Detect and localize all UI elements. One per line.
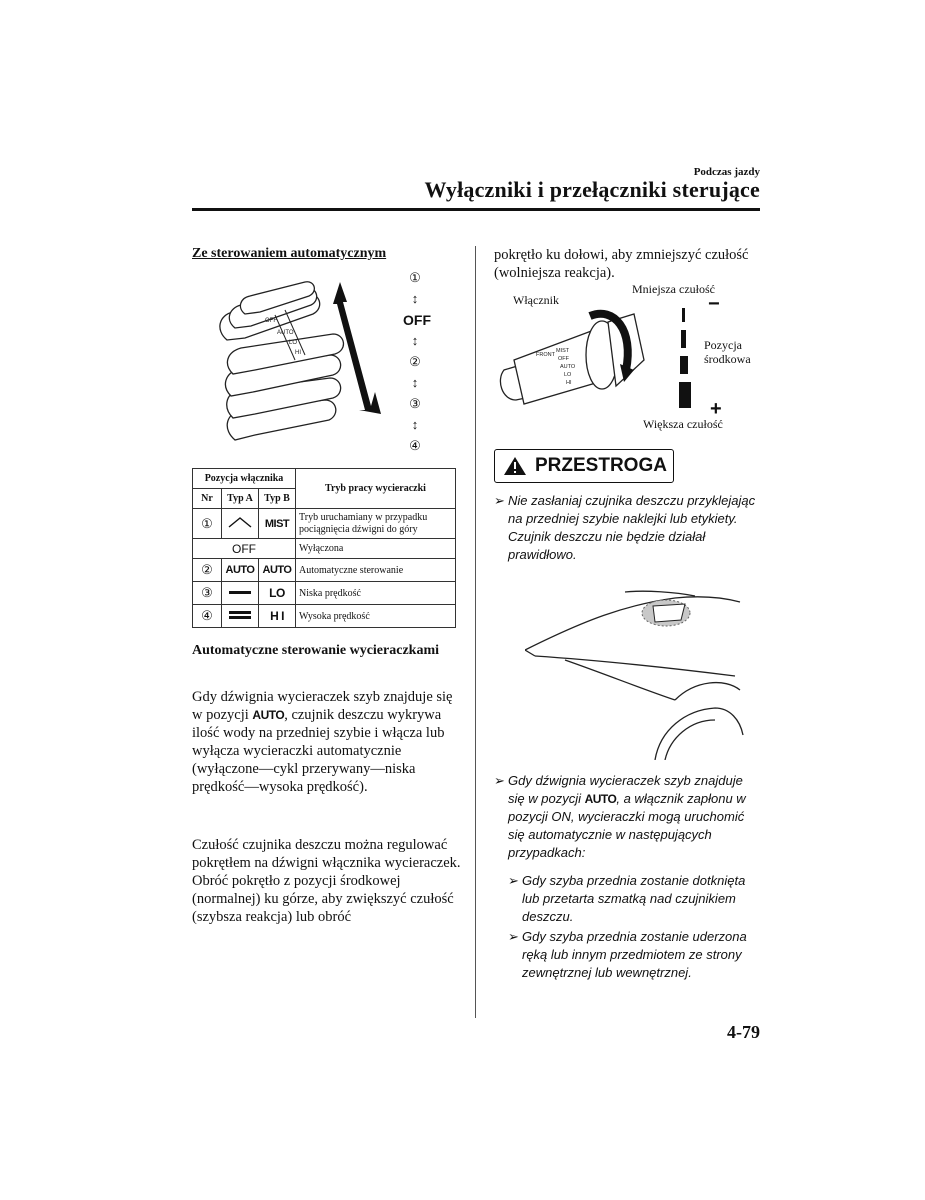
paragraph-continued: pokrętło ku dołowi, aby zmniejszyć czułość (wolniejsza reakcja). [494,247,749,281]
double-bar-icon [222,605,259,628]
svg-text:LO: LO [564,372,572,378]
row-nr: OFF [193,539,296,559]
svg-text:AUTO: AUTO [277,330,294,336]
paragraph-auto-description: Gdy dźwignia wycieraczek szyb znajduje się w pozycji AUTO, czujnik deszczu wykrywa ilość wody na przedniej szybie i włącza lub wyłącza wycieraczki automatycznie (wyłączone—cykl przerywany—niska prędkość—wysoka prędkość). [192,689,453,795]
column-divider [475,246,476,1018]
subheading-auto-control: Ze sterowaniem automatycznym [192,246,387,261]
wiper-mode-table [192,468,456,628]
header-rule [192,208,760,211]
table-row [193,509,456,539]
up-down-arrow-icon: ↕ [411,333,419,348]
caution-bullet-2: ➢ Gdy dźwignia wycieraczek szyb znajduje się w pozycji AUTO, a włącznik zapłonu w pozycji ON, wycieraczki mogą uruchomić się automatycznie w następujących przypadkach: [494,773,746,860]
auto-position-label: AUTO [584,792,617,806]
svg-text:HI: HI [295,350,301,356]
row-nr: ② [193,559,222,582]
less-sensitivity-label: Mniejsza czułość [632,282,715,296]
auto-position-label: AUTO [252,708,285,722]
up-down-arrow-icon: ↕ [411,417,419,432]
table-header-type-a: Typ A [222,489,259,509]
caution-sub-bullet-2: ➢ Gdy szyba przednia zostanie uderzona ręką lub innym przedmiotem ze strony zewnętrznej lub wewnętrznej. [508,929,747,980]
switch-label: Włącznik [513,293,559,307]
caution-bullet-1: ➢ Nie zasłaniaj czujnika deszczu przyklejając na przedniej szybie naklejki lub etykiety. Czujnik deszczu nie będzie działał prawidłowo. [494,493,756,562]
svg-text:LO: LO [289,340,298,346]
page-number: 4-79 [727,1022,760,1042]
row-type-b: AUTO [259,559,296,582]
table-row [193,539,456,559]
row-type-b: LO [259,582,296,605]
table-header-mode: Tryb pracy wycieraczki [296,469,456,509]
up-down-arrow-icon: ↕ [411,291,419,306]
bullet-arrow-icon: ➢ [508,929,519,944]
paragraph-sensitivity: Czułość czujnika deszczu można regulować pokrętłem na dźwigni włącznika wycieraczek. Obróć pokrętło z pozycji środkowej (normalnej) ku górze, aby zwiększyć czułość (szybsza reakcja) lub obróć [192,837,461,925]
row-type-a: AUTO [222,559,259,582]
svg-text:OFF: OFF [558,356,569,362]
svg-text:MIST: MIST [556,348,570,354]
row-mode: Wyłączona [296,539,456,559]
position-2-label: ② [409,354,421,369]
middle-position-label: Pozycja środkowa [704,338,751,366]
svg-text:AUTO: AUTO [560,364,576,370]
section-label: Podczas jazdy [693,166,760,178]
svg-text:FRONT: FRONT [536,352,555,358]
wiper-lever-illustration [205,270,390,450]
row-nr: ① [193,509,222,539]
warning-triangle-icon [503,456,527,476]
table-row [193,582,456,605]
table-header-type-b: Typ B [259,489,296,509]
up-down-arrow-icon: ↕ [411,375,419,390]
table-header-position: Pozycja włącznika [193,469,296,489]
row-mode: Wysoka prędkość [296,605,456,628]
bullet-arrow-icon: ➢ [494,773,505,788]
row-mode: Automatyczne sterowanie [296,559,456,582]
position-3-label: ③ [409,396,421,411]
svg-text:OFF: OFF [265,318,277,324]
table-row [193,605,456,628]
single-bar-icon [222,582,259,605]
row-nr: ③ [193,582,222,605]
caution-box [494,449,674,483]
row-nr: ④ [193,605,222,628]
table-row [193,559,456,582]
page-title: Wyłączniki i przełączniki sterujące [424,177,760,202]
bullet-arrow-icon: ➢ [508,873,519,888]
row-mode: Tryb uruchamiany w przypadku pociągnięcia dźwigni do góry [296,509,456,539]
plus-icon: + [710,398,722,420]
table-header-nr: Nr [193,489,222,509]
caution-title: PRZESTROGA [535,455,667,476]
row-type-b: MIST [259,509,296,539]
position-1-label: ① [409,270,421,285]
windshield-sensor-illustration [525,580,745,760]
more-sensitivity-label: Większa czułość [643,417,723,431]
svg-text:HI: HI [566,380,572,386]
heading-auto-wipers: Automatyczne sterowanie wycieraczkami [192,643,440,658]
caution-sub-bullet-1: ➢ Gdy szyba przednia zostanie dotknięta lub przetarta szmatką nad czujnikiem deszczu. [508,873,746,924]
position-off-label: OFF [403,312,431,328]
row-mode: Niska prędkość [296,582,456,605]
position-4-label: ④ [409,438,421,453]
bullet-arrow-icon: ➢ [494,493,505,508]
minus-icon: − [708,293,720,315]
caret-up-icon [222,509,259,539]
sensitivity-scale [676,300,696,410]
sensitivity-knob-illustration [494,300,654,420]
row-type-b: H I [259,605,296,628]
